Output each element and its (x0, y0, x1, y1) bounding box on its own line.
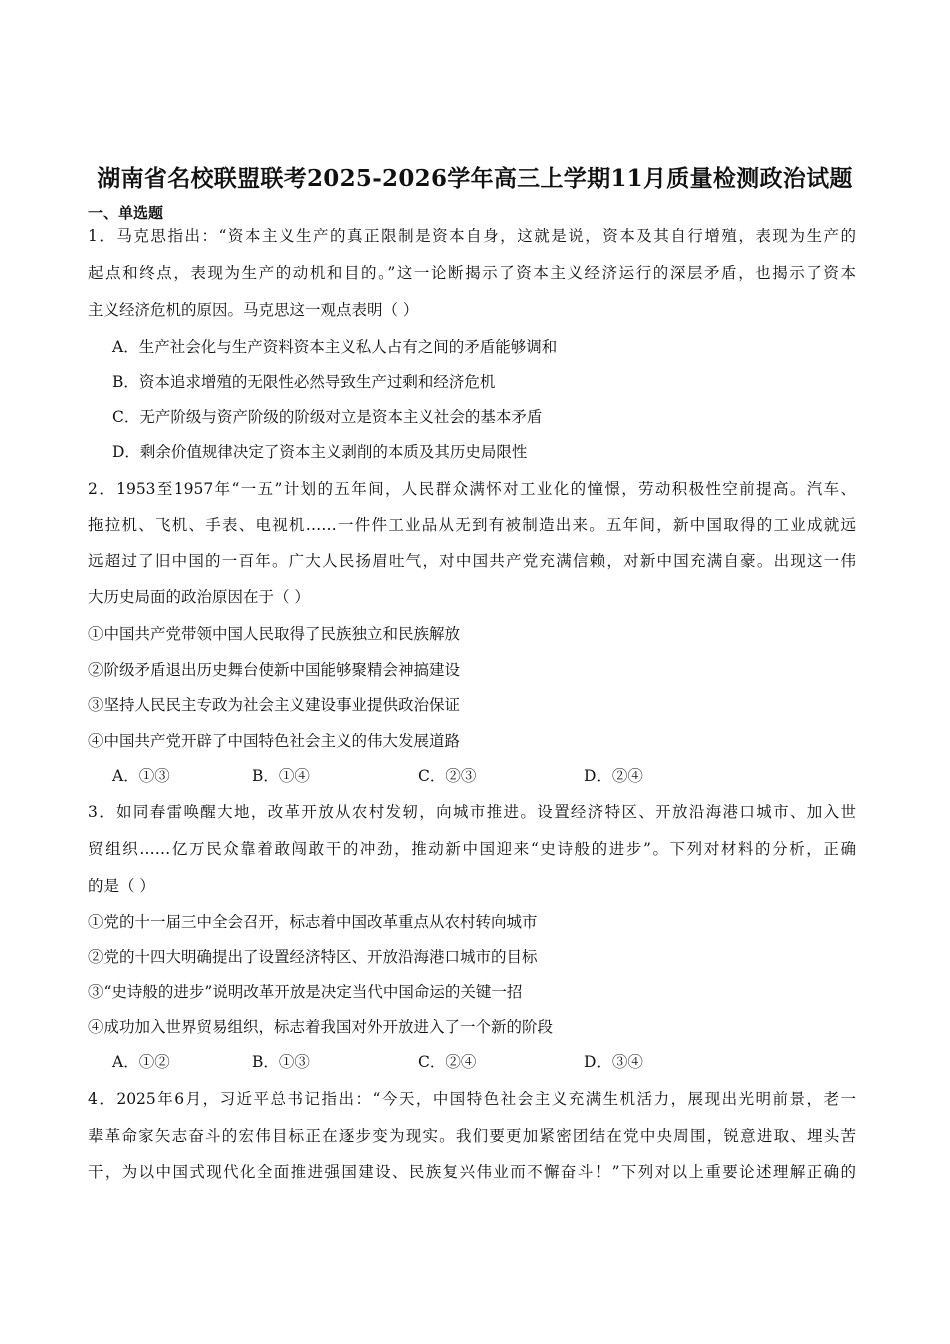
question-1-option-c: C．无产阶级与资产阶级的阶级对立是资本主义社会的基本矛盾 (112, 408, 543, 426)
question-2-option-a: A．①③ (112, 767, 170, 785)
question-3-option-b: B．①③ (252, 1053, 310, 1071)
question-3-option-c: C．②④ (418, 1053, 477, 1071)
question-2-line-3: 远超过了旧中国的一百年。广大人民扬眉吐气，对中国共产党充满信赖，对新中国充满自豪。出现这一伟 (88, 552, 856, 570)
question-2-options (0, 766, 950, 786)
question-3-option-a: A．①② (112, 1053, 170, 1071)
question-3-item-1: ①党的十一届三中全会召开，标志着中国改革重点从农村转向城市 (88, 913, 538, 931)
question-3-line-3: 的是（ ） (88, 877, 155, 895)
question-3-option-d: D．③④ (584, 1053, 643, 1071)
question-3-line-2: 贸组织……亿万民众靠着敢闯敢干的冲劲，推动新中国迎来“史诗般的进步”。下列对材料的分析，正确 (88, 840, 856, 858)
question-2-item-2: ②阶级矛盾退出历史舞台使新中国能够聚精会神搞建设 (88, 661, 461, 679)
question-4-line-2: 辈革命家矢志奋斗的宏伟目标正在逐步变为现实。我们要更加紧密团结在党中央周围，锐意进取、埋头苦 (88, 1127, 856, 1145)
question-3-item-4: ④成功加入世界贸易组织，标志着我国对外开放进入了一个新的阶段 (88, 1018, 554, 1036)
question-4-line-3: 干，为以中国式现代化全面推进强国建设、民族复兴伟业而不懈奋斗！”下列对以上重要论述理解正确的 (88, 1163, 856, 1181)
question-1-line-3: 主义经济危机的原因。马克思这一观点表明（ ） (88, 301, 419, 319)
question-1-line-1: 1．马克思指出：“资本主义生产的真正限制是资本自身，这就是说，资本及其自行增殖，表现为生产的 (88, 227, 856, 245)
question-2-option-d: D．②④ (584, 767, 643, 785)
question-2-option-c: C．②③ (418, 767, 477, 785)
question-2-line-2: 拖拉机、飞机、手表、电视机……一件件工业品从无到有被制造出来。五年间，新中国取得的工业成就远 (88, 516, 856, 534)
question-2-item-1: ①中国共产党带领中国人民取得了民族独立和民族解放 (88, 625, 461, 643)
question-1-option-b: B．资本追求增殖的无限性必然导致生产过剩和经济危机 (112, 373, 496, 391)
question-2-line-1: 2．1953至1957年“一五”计划的五年间，人民群众满怀对工业化的憧憬，劳动积极性空前提高。汽车、 (88, 480, 856, 498)
question-2-item-3: ③坚持人民民主专政为社会主义建设事业提供政治保证 (88, 696, 461, 714)
question-3-item-2: ②党的十四大明确提出了设置经济特区、开放沿海港口城市的目标 (88, 948, 538, 966)
question-3-options (0, 1052, 950, 1072)
question-2-option-b: B．①④ (252, 767, 310, 785)
question-2-item-4: ④中国共产党开辟了中国特色社会主义的伟大发展道路 (88, 732, 461, 750)
question-1-option-d: D．剩余价值规律决定了资本主义剥削的本质及其历史局限性 (112, 443, 528, 461)
page-title: 湖南省名校联盟联考2025-2026学年高三上学期11月质量检测政治试题 (97, 165, 853, 192)
question-1-option-a: A．生产社会化与生产资料资本主义私人占有之间的矛盾能够调和 (112, 338, 558, 356)
question-1-line-2: 起点和终点，表现为生产的动机和目的。”这一论断揭示了资本主义经济运行的深层矛盾，也揭示了资本 (88, 264, 856, 282)
question-4-line-1: 4．2025年6月，习近平总书记指出：“今天，中国特色社会主义充满生机活力，展现出光明前景，老一 (88, 1090, 856, 1108)
question-2-line-4: 大历史局面的政治原因在于（ ） (88, 588, 310, 606)
section-heading: 一、单选题 (88, 204, 164, 222)
question-3-line-1: 3．如同春雷唤醒大地，改革开放从农村发轫，向城市推进。设置经济特区、开放沿海港口城市、加入世 (88, 803, 856, 821)
question-3-item-3: ③“史诗般的进步”说明改革开放是决定当代中国命运的关键一招 (88, 983, 523, 1001)
